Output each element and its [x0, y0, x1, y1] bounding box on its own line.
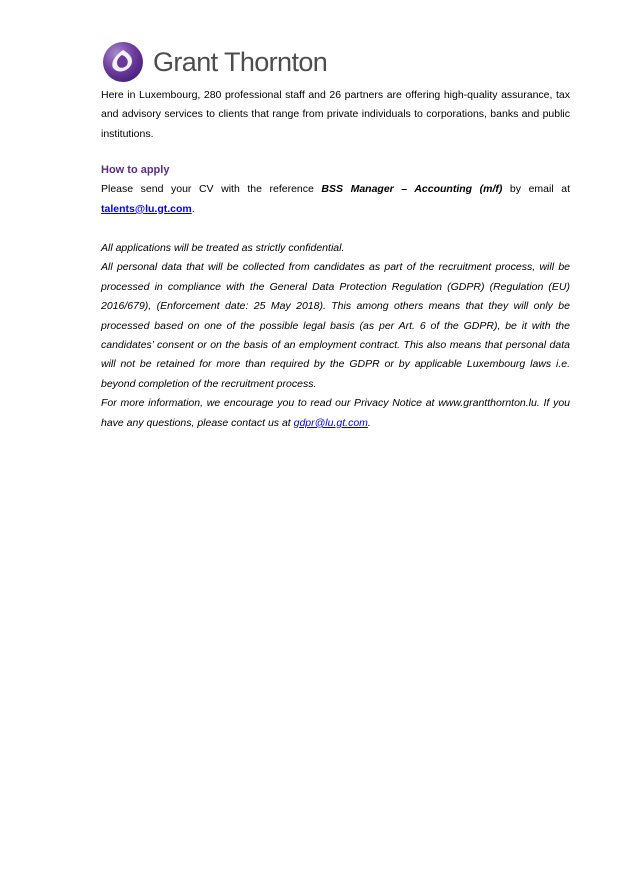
grant-thornton-logo-mark-icon — [102, 41, 144, 83]
intro-paragraph: Here in Luxembourg, 280 professional staff and 26 partners are offering high-quality assurance, tax and advisory services to clients that range from private individuals to corporations, banks and public institutions. — [101, 89, 570, 140]
gdpr-paragraph: All personal data that will be collected from candidates as part of the recruitment process, will be processed in compliance with the General Data Protection Regulation (GDPR) (Regulation (EU) 2016/679), (Enforcement date: 25 May 2018). This among others means that they will only be processed based on one of the possible legal basis (as per Art. 6 of the GDPR), be it with the candidates’ consent or on the basis of an employment contract. This also means that personal data will not be retained for more than required by the GDPR or by applicable Luxembourg laws i.e. beyond completion of the recruitment process. — [101, 261, 570, 390]
apply-text-end: . — [191, 202, 195, 215]
company-logo — [102, 40, 327, 84]
document-body — [101, 86, 570, 433]
more-info-end: . — [367, 416, 371, 429]
more-info-text: For more information, we encourage you to read our Privacy Notice at www.grantthornton.lu. If you have any questions, please contact us at — [101, 397, 570, 429]
confidential-notice: All applications will be treated as strictly confidential. — [101, 242, 345, 255]
logo-wordmark: Grant Thornton — [153, 47, 328, 77]
gdpr-email-link[interactable]: gdpr@lu.gt.com — [293, 416, 368, 429]
how-to-apply-heading: How to apply — [101, 164, 170, 177]
apply-text-middle: by email at — [502, 183, 570, 196]
talents-email-link[interactable]: talents@lu.gt.com — [101, 202, 192, 215]
more-info-paragraph — [101, 394, 570, 433]
how-to-apply-paragraph — [101, 180, 570, 219]
apply-text-start: Please send your CV with the reference — [101, 183, 322, 196]
confidentiality-section — [101, 239, 570, 433]
job-reference: BSS Manager – Accounting (m/f) — [321, 183, 503, 196]
